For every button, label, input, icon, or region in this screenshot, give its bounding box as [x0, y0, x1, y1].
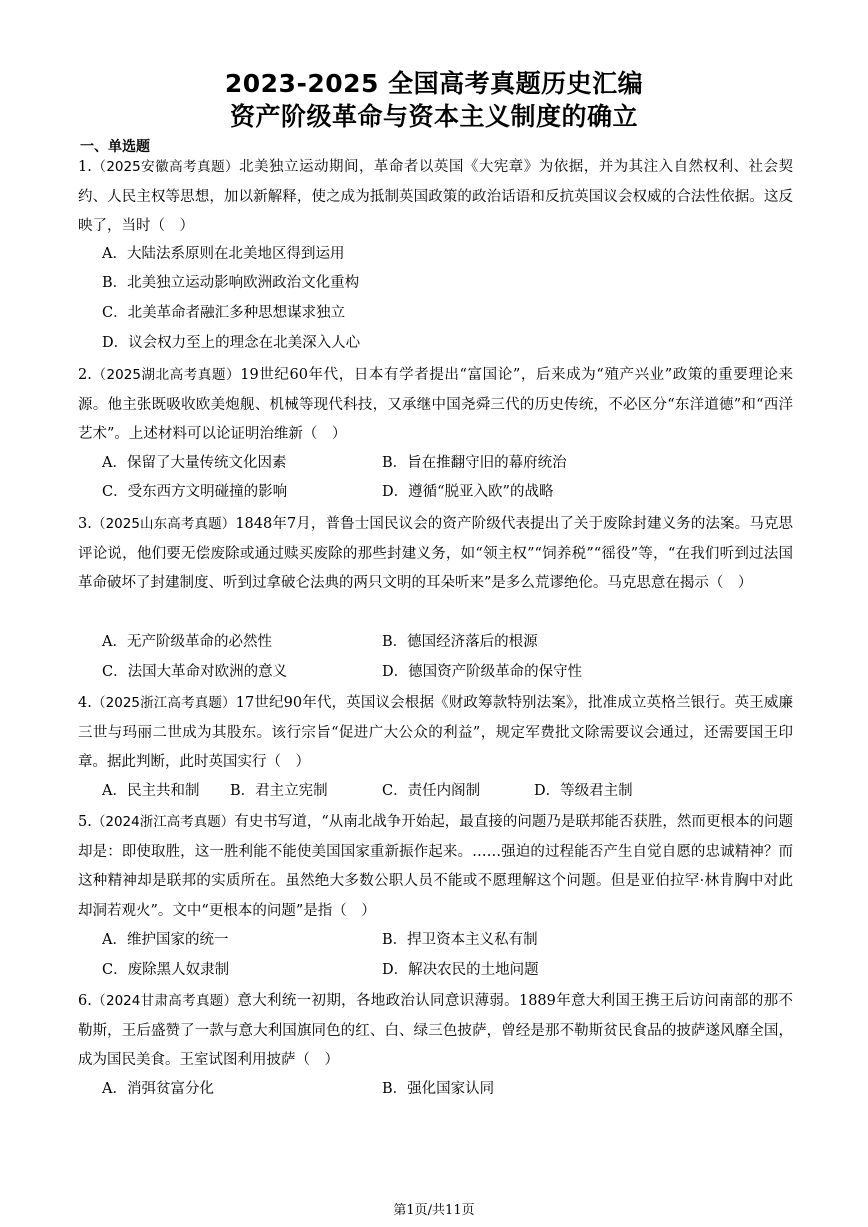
- document-title-line2: 资产阶级革命与资本主义制度的确立: [229, 102, 638, 131]
- question-number: 4.: [78, 695, 92, 711]
- question-number: 1.: [78, 159, 92, 175]
- document-title-line1: 2023-2025 全国高考真题历史汇编: [224, 69, 644, 98]
- question-source: （2025安徽高考真题）: [91, 159, 240, 175]
- question-4: [78, 689, 793, 778]
- question-3: [78, 510, 793, 599]
- question-4-option-d: D．等级君主制: [534, 783, 633, 799]
- question-3-option-b: B．德国经济落后的根源: [382, 634, 538, 650]
- question-2-option-b: B．旨在推翻守旧的幕府统治: [382, 455, 567, 471]
- question-6: [78, 987, 793, 1076]
- question-1: [78, 153, 793, 242]
- question-6-option-b: B．强化国家认同: [382, 1081, 495, 1097]
- question-number: 3.: [78, 516, 92, 532]
- question-1-option-b: B．北美独立运动影响欧洲政治文化重构: [102, 275, 360, 291]
- question-3-option-c: C．法国大革命对欧洲的意义: [102, 664, 288, 680]
- question-3-option-d: D．德国资产阶级革命的保守性: [382, 664, 583, 680]
- section-heading: 一、单选题: [80, 139, 150, 155]
- question-4-option-b: B．君主立宪制: [230, 783, 328, 799]
- question-5-option-d: D．解决农民的土地问题: [382, 962, 539, 978]
- question-stem: 有史书写道，“从南北战争开始起，最直接的问题乃是联邦能否获胜，然而更根本的问题却是：即使取胜，这一胜利能不能使美国国家重新振作起来。……强迫的过程能否产生自觉自愿的忠诚精神？而这种精神却是联邦的实质所在。虽然绝大多数公职人员不能或不愿理解这个问题。但是亚伯拉罕·林肯胸中对此却洞若观火”。文中“更根本的问题”是指（ ）: [78, 814, 793, 919]
- question-stem: 19世纪60年代，日本有学者提出“富国论”，后来成为“殖产兴业”政策的重要理论来源。他主张既吸收欧美炮舰、机械等现代科技，又承继中国尧舜三代的历史传统，不必区分“东洋道德”和“西洋艺术”。上述材料可以论证明治维新（ ）: [78, 367, 793, 442]
- question-1-option-d: D．议会权力至上的理念在北美深入人心: [102, 335, 361, 351]
- question-5-option-a: A．维护国家的统一: [102, 932, 229, 948]
- question-2-option-c: C．受东西方文明碰撞的影响: [102, 484, 288, 500]
- question-5-option-c: C．废除黑人奴隶制: [102, 962, 230, 978]
- question-stem: 意大利统一初期，各地政治认同意识薄弱。1889年意大利国王携王后访问南部的那不勒斯，王后盛赞了一款与意大利国旗同色的红、白、绿三色披萨，曾经是那不勒斯贫民食品的披萨遂风靡全国，成为国民美食。王室试图利用披萨（ ）: [78, 993, 793, 1068]
- question-source: （2024甘肃高考真题）: [91, 993, 238, 1009]
- question-1-option-a: A．大陆法系原则在北美地区得到运用: [102, 246, 345, 262]
- question-source: （2025山东高考真题）: [91, 516, 236, 532]
- question-source: （2024浙江高考真题）: [91, 814, 235, 830]
- question-number: 6.: [78, 993, 92, 1009]
- question-3-option-a: A．无产阶级革命的必然性: [102, 634, 272, 650]
- question-5-option-b: B．捍卫资本主义私有制: [382, 932, 538, 948]
- question-source: （2025浙江高考真题）: [91, 695, 236, 711]
- question-2-option-a: A．保留了大量传统文化因素: [102, 455, 287, 471]
- question-1-option-c: C．北美革命者融汇多种思想谋求独立: [102, 305, 346, 321]
- question-stem: 1848年7月，普鲁士国民议会的资产阶级代表提出了关于废除封建义务的法案。马克思评论说，他们要无偿废除或通过赎买废除的那些封建义务，如“领主权”“饲养税”“徭役”等，“在我们听到过法国革命破坏了封建制度、听到过拿破仑法典的两只文明的耳朵听来”是多么荒谬绝伦。马克思意在揭示（ ）: [78, 516, 793, 591]
- question-stem: 17世纪90年代，英国议会根据《财政筹款特别法案》，批准成立英格兰银行。英王威廉三世与玛丽二世成为其股东。该行宗旨“促进广大公众的利益”，规定军费批文除需要议会通过，还需要国王印章。据此判断，此时英国实行（ ）: [78, 695, 794, 770]
- question-2: [78, 361, 793, 450]
- question-source: （2025湖北高考真题）: [91, 367, 241, 383]
- question-6-option-a: A．消弭贫富分化: [102, 1081, 214, 1097]
- question-4-option-a: A．民主共和制: [102, 783, 200, 799]
- question-4-option-c: C．责任内阁制: [382, 783, 481, 799]
- page-number-footer: 第1页/共11页: [393, 1203, 475, 1218]
- question-number: 5.: [78, 814, 92, 830]
- question-stem: 北美独立运动期间，革命者以英国《大宪章》为依据，并为其注入自然权利、社会契约、人民主权等思想，加以新解释，使之成为抵制英国政策的政治话语和反抗英国议会权威的合法性依据。这反映了，当时（ ）: [78, 159, 794, 234]
- question-number: 2.: [78, 367, 92, 383]
- question-2-option-d: D．遵循“脱亚入欧”的战略: [382, 484, 554, 500]
- question-5: [78, 808, 793, 926]
